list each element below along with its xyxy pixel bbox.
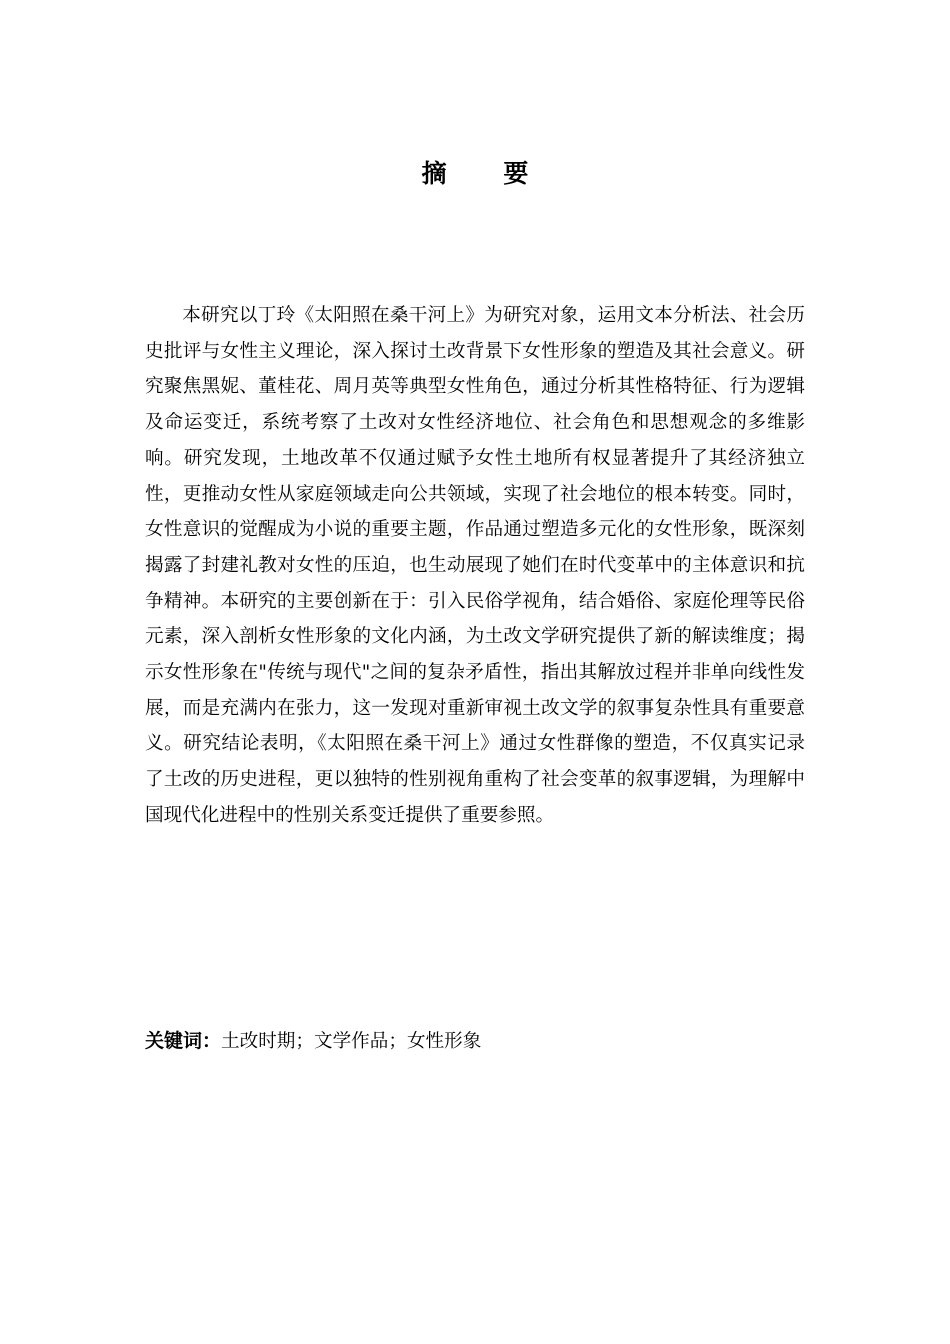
keywords-text: 土改时期；文学作品；女性形象 bbox=[221, 1031, 482, 1052]
keywords-line bbox=[145, 1024, 805, 1059]
page-title: 摘 要 bbox=[421, 159, 553, 188]
abstract-paragraph: 本研究以丁玲《太阳照在桑干河上》为研究对象，运用文本分析法、社会历史批评与女性主义理论，深入探讨土改背景下女性形象的塑造及其社会意义。研究聚焦黑妮、董桂花、周月英等典型女性角色，通过分析其性格特征、行为逻辑及命运变迁，系统考察了土改对女性经济地位、社会角色和思想观念的多维影响。研究发现，土地改革不仅通过赋予女性土地所有权显著提升了其经济独立性，更推动女性从家庭领域走向公共领域，实现了社会地位的根本转变。同时，女性意识的觉醒成为小说的重要主题，作品通过塑造多元化的女性形象，既深刻揭露了封建礼教对女性的压迫，也生动展现了她们在时代变革中的主体意识和抗争精神。本研究的主要创新在于：引入民俗学视角，结合婚俗、家庭伦理等民俗元素，深入剖析女性形象的文化内涵，为土改文学研究提供了新的解读维度；揭示女性形象在"传统与现代"之间的复杂矛盾性，指出其解放过程并非单向线性发展，而是充满内在张力，这一发现对重新审视土改文学的叙事复杂性具有重要意义。研究结论表明，《太阳照在桑干河上》通过女性群像的塑造，不仅真实记录了土改的历史进程，更以独特的性别视角重构了社会变革的叙事逻辑，为理解中国现代化进程中的性别关系变迁提供了重要参照。 bbox=[145, 305, 805, 826]
keywords-label: 关键词： bbox=[145, 1030, 222, 1052]
